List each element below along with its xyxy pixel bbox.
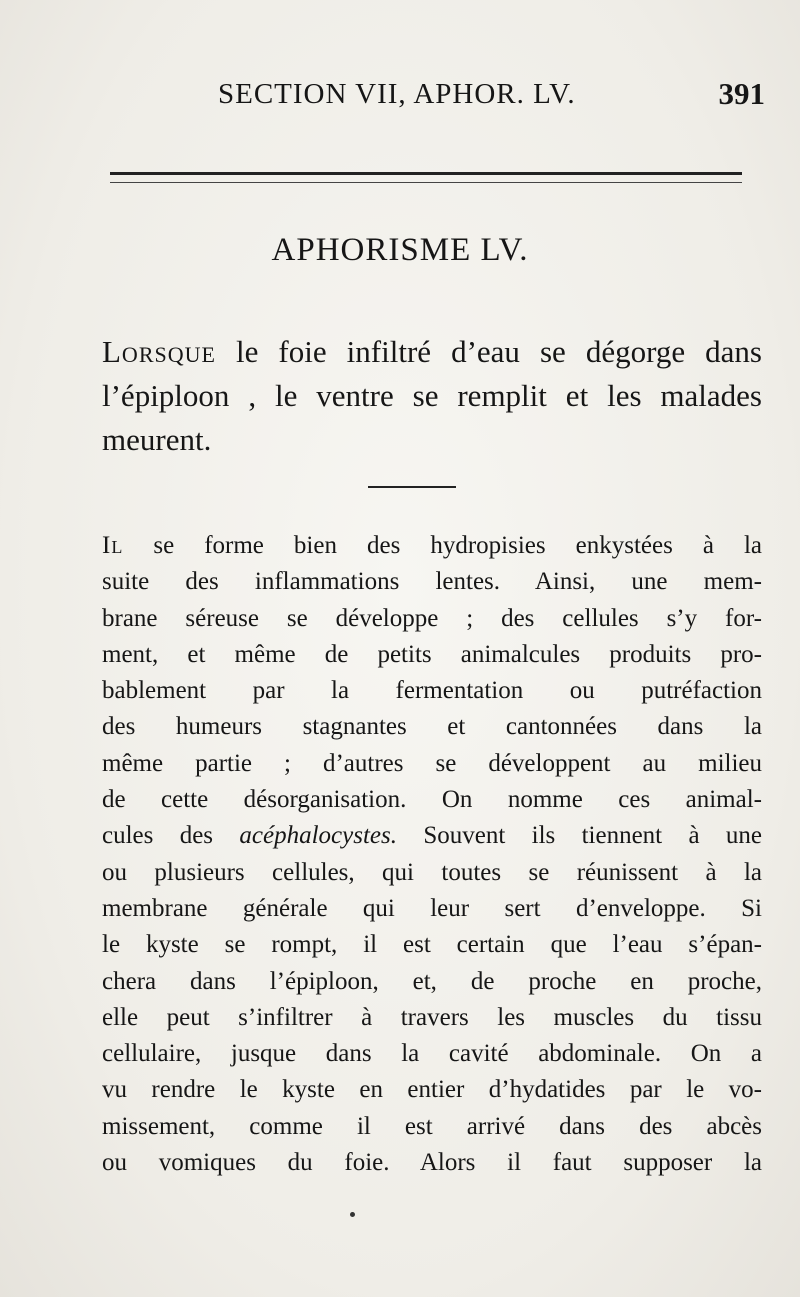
- commentary-line: brane séreuse se développe ; des cellules s’y for-: [102, 604, 762, 632]
- commentary-line: chera dans l’épiploon, et, de proche en proche,: [102, 967, 762, 995]
- commentary-line: ment, et même de petits animalcules produits pro-: [102, 640, 762, 668]
- commentary-line: bablement par la fermentation ou putréfaction: [102, 677, 762, 705]
- aphorism-text: [102, 330, 762, 462]
- commentary-line: des humeurs stagnantes et cantonnées dans la: [102, 713, 762, 741]
- commentary-line: cellulaire, jusque dans la cavité abdominale. On a: [102, 1040, 762, 1068]
- italic-term: acéphalocystes.: [239, 822, 397, 850]
- commentary-line: de cette désorganisation. On nomme ces animal-: [102, 786, 762, 814]
- header-double-rule: [110, 172, 742, 183]
- commentary-line: vu rendre le kyste en entier d’hydatides par le vo-: [102, 1076, 762, 1104]
- commentary-paragraph: [102, 528, 762, 1181]
- page-header: [100, 72, 765, 122]
- commentary-line: elle peut s’infiltrer à travers les muscles du tissu: [102, 1003, 762, 1031]
- section-separator-rule: [368, 486, 456, 488]
- commentary-line: même partie ; d’autres se développent au milieu: [102, 749, 762, 777]
- commentary-line: cules des acéphalocystes. Souvent ils tiennent à une: [102, 822, 762, 850]
- commentary-line: missement, comme il est arrivé dans des abcès: [102, 1112, 762, 1140]
- aphorism-title: APHORISME LV.: [271, 232, 529, 268]
- commentary-line: le kyste se rompt, il est certain que l’eau s’épan-: [102, 931, 762, 959]
- commentary-line: suite des inflammations lentes. Ainsi, une mem-: [102, 568, 762, 596]
- running-title: SECTION VII, APHOR. LV.: [218, 78, 576, 110]
- commentary-line: ou vomiques du foie. Alors il faut supposer la: [102, 1149, 762, 1177]
- page-number: 391: [718, 76, 765, 111]
- printer-dot-mark: [350, 1212, 355, 1217]
- commentary-line: ou plusieurs cellules, qui toutes se réunissent à la: [102, 858, 762, 886]
- aphorism-lead-word: Lorsque: [102, 334, 216, 369]
- commentary-line: Il se forme bien des hydropisies enkystées à la: [102, 532, 762, 559]
- commentary-line: membrane générale qui leur sert d’enveloppe. Si: [102, 894, 762, 922]
- aphorism-body: le foie infiltré d’eau se dégorge dans l’épiploon , le ventre se remplit et les malades meurent.: [102, 334, 762, 457]
- commentary-lead-word: Il: [102, 532, 124, 559]
